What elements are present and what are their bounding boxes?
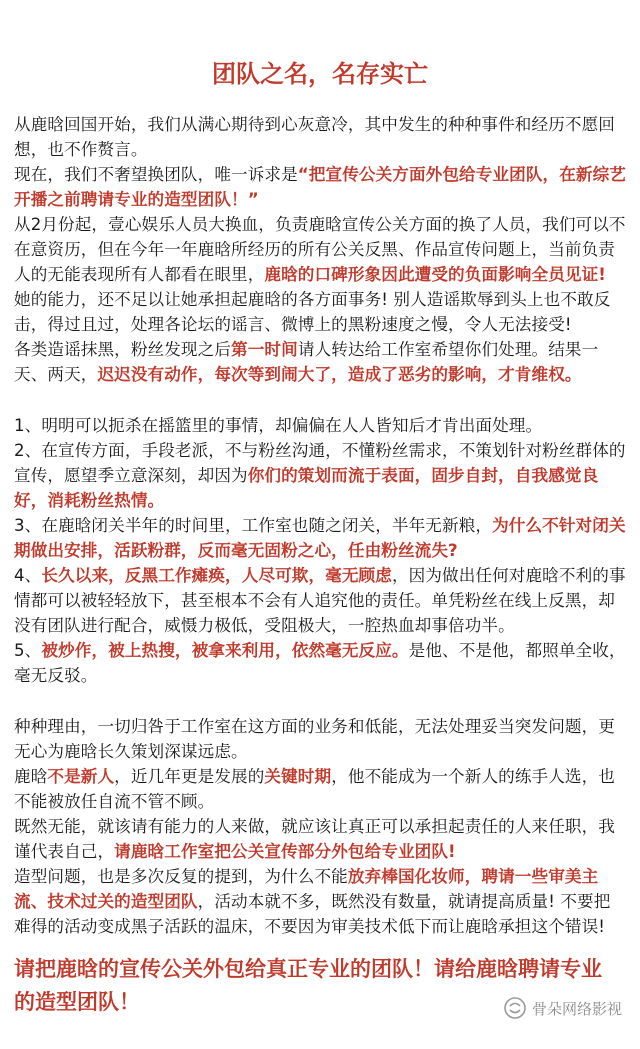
paragraph — [14, 438, 626, 513]
body-text: 1、明明可以扼杀在摇篮里的事情，却偏偏在人人皆知后才肯出面处理。 — [14, 416, 543, 435]
body-text: 是他、不是他，都照单全收，毫无反驳。 — [14, 641, 626, 685]
highlight-text: 请鹿晗工作室把公关宣传部分外包给专业团队! — [114, 842, 456, 861]
paragraph — [14, 764, 626, 814]
highlight-text: 迟迟没有动作，每次等到闹大了，造成了恶劣的影响，才肯维权。 — [97, 365, 582, 384]
paragraph — [14, 413, 626, 438]
page-title: 团队之名，名存实亡 — [212, 60, 428, 88]
paragraph — [14, 714, 626, 764]
section-gap — [14, 688, 626, 714]
section-gap — [14, 387, 626, 413]
highlight-text: “把宣传公关方面外包给专业团队，在新综艺开播之前聘请专业的造型团队！” — [14, 165, 626, 209]
paragraph — [14, 212, 626, 287]
highlight-text: 鹿晗的口碑形象因此遭受的负面影响全员见证! — [264, 265, 606, 284]
paragraph — [14, 864, 626, 939]
closing-appeal: 请把鹿晗的宣传公关外包给真正专业的团队！请给鹿晗聘请专业的造型团队！ — [14, 957, 602, 1014]
article-body — [14, 112, 626, 939]
body-text: 4、 — [14, 566, 42, 585]
highlight-text: 长久以来，反黑工作瘫痪，人尽可欺，毫无顾虑 — [41, 566, 392, 585]
body-text: 2、在宣传方面，手段老派，不与粉丝沟通，不懂粉丝需求，不策划针对粉丝群体的宣传，愿望季立意深刻，却因为 — [14, 441, 626, 485]
highlight-text: 不是新人 — [47, 767, 115, 786]
body-text: 造型问题，也是多次反复的提到，为什么不能 — [14, 867, 348, 886]
body-text: ，活动本就不多，既然没有数量，就请提高质量! 不要把难得的活动变成黑子活跃的温床，不要因为审美技术低下而让鹿晗承担这个错误! — [14, 892, 611, 936]
body-text: ，近几年更是发展的 — [114, 767, 265, 786]
body-text: 从鹿晗回国开始，我们从满心期待到心灰意冷，其中发生的种种事件和经历不愿回想，也不作赘言。 — [14, 115, 615, 159]
paragraph — [14, 162, 626, 212]
body-text: 3、在鹿晗闭关半年的时间里，工作室也随之闭关，半年无新粮， — [14, 516, 493, 535]
watermark — [504, 997, 622, 1019]
paragraph — [14, 814, 626, 864]
body-text: 5、 — [14, 641, 42, 660]
highlight-text: 被炒作，被上热搜，被拿来利用，依然毫无反应。 — [41, 641, 409, 660]
highlight-text: 放弃棒国化妆师，聘请一些审美主流、技术过关的造型团队 — [14, 867, 599, 911]
body-text: 各类造谣抹黑，粉丝发现之后 — [14, 340, 232, 359]
paragraph — [14, 287, 626, 337]
highlight-text: 为什么不针对闭关期做出安排，活跃粉群，反而毫无固粉之心，任由粉丝流失? — [14, 516, 626, 560]
body-text: 请人转达给工作室希望你们处理。结果一天、两天， — [14, 340, 599, 384]
body-text: 她的能力，还不足以让她承担起鹿晗的各方面事务! 别人造谣欺辱到头上也不敢反击，得过且过，处理各论坛的谣言、微博上的黑粉速度之慢，令人无法接受! — [14, 290, 611, 334]
paragraph — [14, 513, 626, 563]
highlight-text: 你们的策划而流于表面，固步自封，自我感觉良好，消耗粉丝热情。 — [14, 466, 599, 510]
watermark-text: 骨朵网络影视 — [531, 999, 622, 1018]
wechat-channel-icon — [504, 997, 526, 1019]
paragraph — [14, 638, 626, 688]
paragraph — [14, 112, 626, 162]
body-text: 从2月份起，壹心娱乐人员大换血，负责鹿晗宣传公关方面的换了人员，我们可以不在意资历，但在今年一年鹿晗所经历的所有公关反黑、作品宣传问题上，当前负责人的无能表现所有人都看在眼里， — [14, 215, 626, 284]
body-text: 鹿晗 — [14, 767, 48, 786]
body-text: 既然无能，就该请有能力的人来做，就应该让真正可以承担起责任的人来任职，我谨代表自己， — [14, 817, 615, 861]
body-text: ，他不能成为一个新人的练手人选，也不能被放任自流不管不顾。 — [14, 767, 615, 811]
body-text: 种种理由，一切归咎于工作室在这方面的业务和低能，无法处理妥当突发问题，更无心为鹿晗长久策划深谋远虑。 — [14, 717, 615, 761]
body-text: 现在，我们不奢望换团队，唯一诉求是 — [14, 165, 298, 184]
paragraph — [14, 563, 626, 638]
highlight-text: 第一时间 — [231, 340, 298, 359]
highlight-text: 关键时期 — [264, 767, 332, 786]
paragraph — [14, 337, 626, 387]
body-text: ，因为做出任何对鹿晗不利的事情都可以被轻轻放下，甚至根本不会有人追究他的责任。单凭粉丝在线上反黑，却没有团队进行配合，威慑力极低，受阻极大，一腔热血却事倍功半。 — [14, 566, 626, 635]
